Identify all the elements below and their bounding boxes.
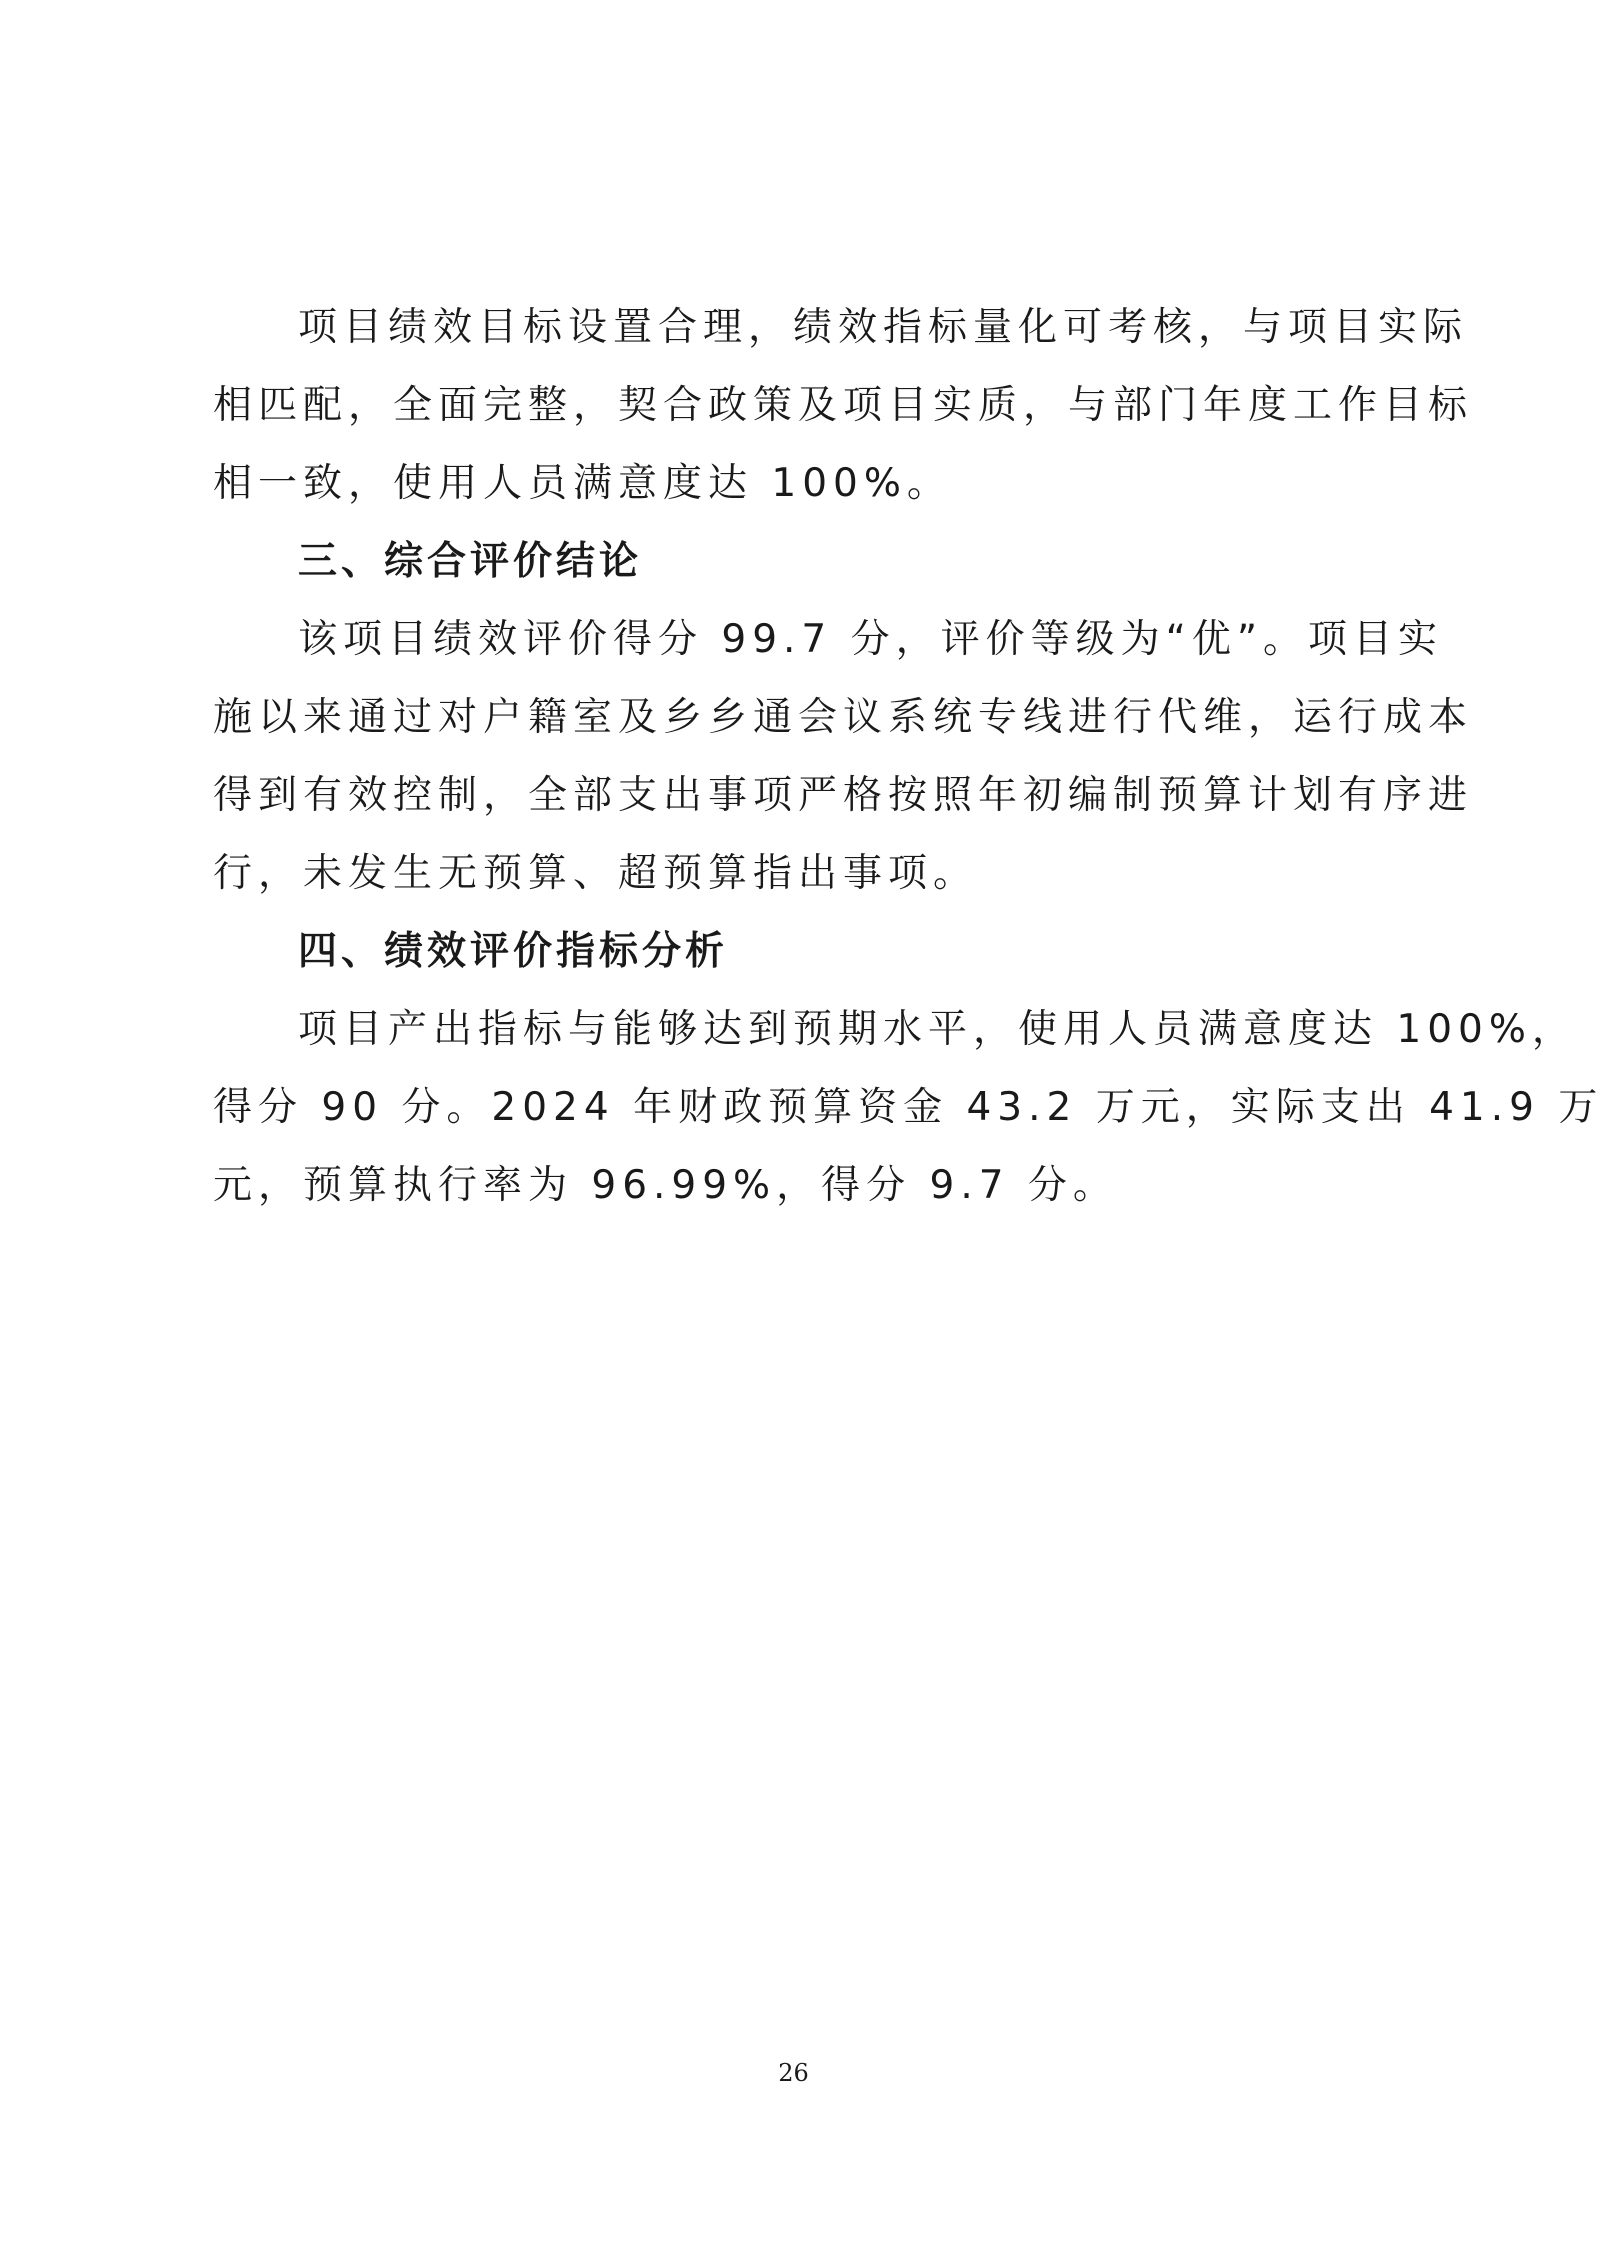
section-3-line-4: 行，未发生无预算、超预算指出事项。 xyxy=(213,851,979,896)
section-4-heading: 四、绩效评价指标分析 xyxy=(298,929,729,974)
section-3-heading: 三、综合评价结论 xyxy=(298,539,643,584)
section-3-line-1: 该项目绩效评价得分 99.7 分，评价等级为“优”。项目实 xyxy=(298,617,1444,662)
section-3-line-3: 得到有效控制，全部支出事项严格按照年初编制预算计划有序进 xyxy=(213,773,1474,818)
section-3-line-2: 施以来通过对户籍室及乡乡通会议系统专线进行代维，运行成本 xyxy=(213,695,1474,740)
paragraph-1-line-3: 相一致，使用人员满意度达 100%。 xyxy=(213,461,952,506)
paragraph-1-line-1: 项目绩效目标设置合理，绩效指标量化可考核，与项目实际 xyxy=(298,305,1469,350)
section-4-line-1: 项目产出指标与能够达到预期水平，使用人员满意度达 100%， xyxy=(298,1007,1577,1052)
page-number: 26 xyxy=(778,2059,809,2087)
section-4-line-2: 得分 90 分。2024 年财政预算资金 43.2 万元，实际支出 41.9 万 xyxy=(213,1085,1603,1130)
section-4-line-3: 元，预算执行率为 96.99%，得分 9.7 分。 xyxy=(213,1163,1118,1208)
paragraph-1-line-2: 相匹配，全面完整，契合政策及项目实质，与部门年度工作目标 xyxy=(213,383,1474,428)
